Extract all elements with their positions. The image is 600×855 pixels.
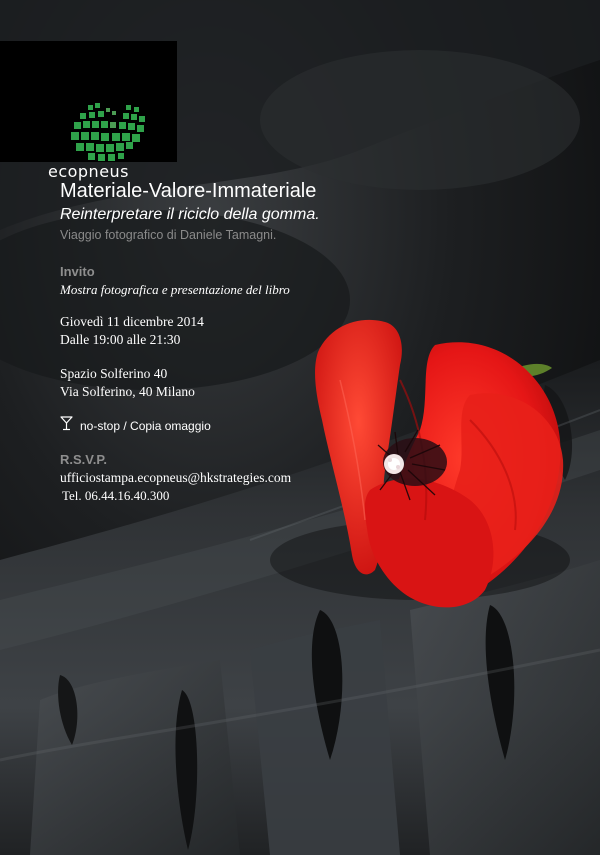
event-type: Mostra fotografica e presentazione del libro	[60, 282, 290, 297]
cocktail-glass-icon	[60, 416, 73, 431]
event-title: Materiale-Valore-Immateriale	[60, 180, 317, 202]
event-subtitle: Reinterpretare il riciclo della gomma.	[60, 206, 320, 223]
event-venue: Spazio Solferino 40	[60, 366, 168, 381]
invito-label: Invito	[60, 264, 95, 279]
cocktail-note: no-stop / Copia omaggio	[80, 419, 211, 433]
event-time: Dalle 19:00 alle 21:30	[60, 332, 181, 347]
rsvp-label: R.S.V.P.	[60, 452, 107, 467]
event-address: Via Solferino, 40 Milano	[60, 384, 195, 399]
ecopneus-grid-icon	[68, 103, 148, 161]
photographer-credit: Viaggio fotografico di Daniele Tamagni.	[60, 228, 277, 242]
ecopneus-logo	[0, 41, 177, 181]
rsvp-email[interactable]: ufficiostampa.ecopneus@hkstrategies.com	[60, 470, 292, 485]
ecopneus-wordmark: ecopneus	[47, 162, 130, 181]
rsvp-phone[interactable]: Tel. 06.44.16.40.300	[62, 488, 170, 503]
event-date: Giovedì 11 dicembre 2014	[60, 314, 204, 329]
